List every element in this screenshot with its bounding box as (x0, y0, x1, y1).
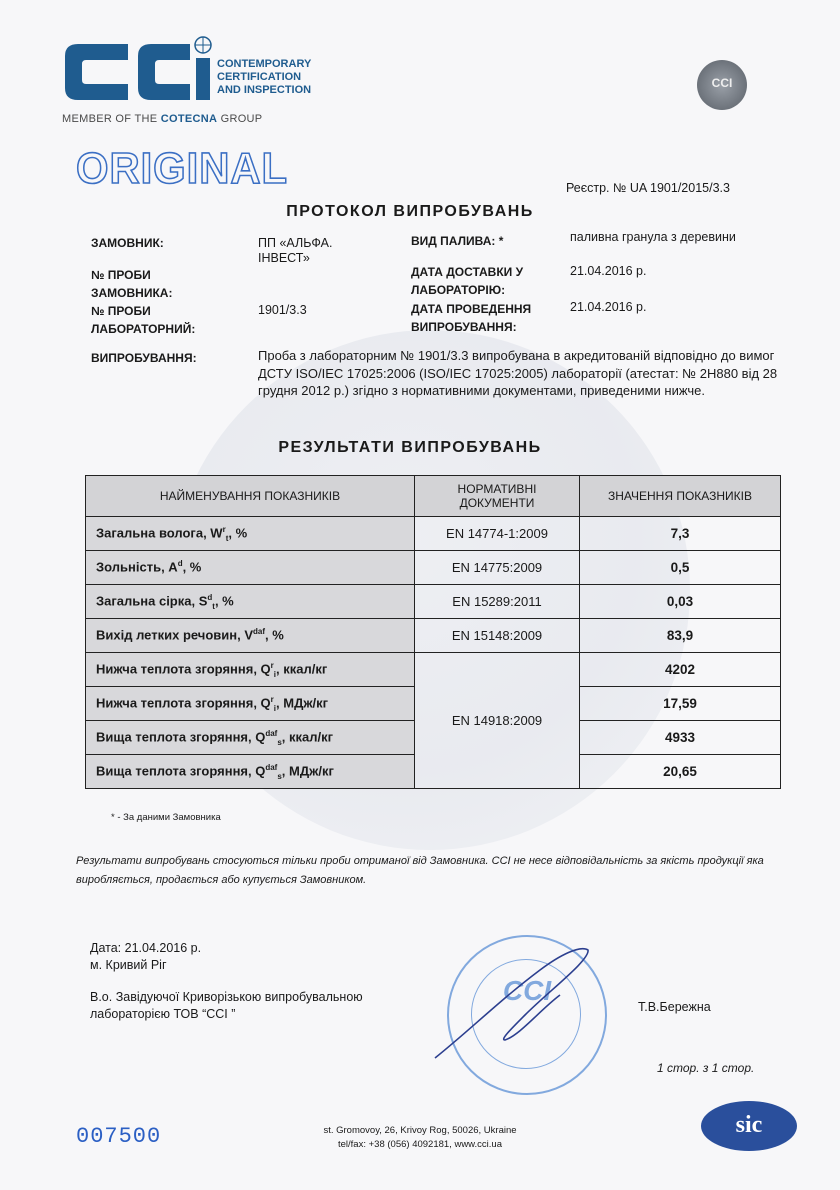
table-row (86, 653, 781, 687)
customer-value: ПП «АЛЬФА. ІНВЕСТ» (258, 236, 333, 265)
fuel-label: ВИД ПАЛИВА: * (411, 234, 504, 248)
normative-document: EN 14775:2009 (415, 551, 580, 585)
table-row (86, 619, 781, 653)
delivery-label: ДАТА ДОСТАВКИ У ЛАБОРАТОРІЮ: (411, 265, 524, 297)
signer-name: Т.В.Бережна (638, 1000, 711, 1014)
indicator-value: 17,59 (580, 687, 781, 721)
fuel-value: паливна гранула з деревини (570, 230, 736, 244)
indicator-name: Нижча теплота згоряння, $Q^r_i$, МДж/кг (86, 687, 415, 721)
date-block: Дата: 21.04.2016 р. м. Кривий Ріг (90, 941, 202, 972)
normative-document: EN 15289:2011 (415, 585, 580, 619)
protocol-title: ПРОТОКОЛ ВИПРОБУВАНЬ (286, 203, 534, 220)
sample-lab-value: 1901/3.3 (258, 303, 307, 317)
indicator-name: Нижча теплота згоряння, $Q^r_i$, ккал/кг (86, 653, 415, 687)
table-header-row (86, 476, 781, 517)
indicator-name: Загальна сірка, $S^d_t$, % (86, 585, 415, 619)
official-stamp: CCI (447, 935, 607, 1095)
member-of-cotecna: MEMBER OF THE COTECNA GROUP (62, 113, 263, 125)
signature-scribble (430, 940, 600, 1065)
table-row (86, 517, 781, 551)
customer-label: ЗАМОВНИК: (91, 236, 164, 250)
table-row (86, 585, 781, 619)
disclaimer: Результати випробувань стосуються тільки проби отриманої від Замовника. CCI не несе відповідальність за якість продукції яка виробляється, продається або купується Замовником. (76, 855, 764, 886)
normative-document: EN 14918:2009 (415, 653, 580, 789)
table-row (86, 551, 781, 585)
results-table (85, 475, 781, 789)
signatory-position: В.о. Завідуючої Криворізькою випробувальною лабораторією ТОВ “CCI ” (90, 990, 363, 1021)
original-stamp: ORIGINAL (76, 144, 288, 193)
registry-number: Реєстр. № UA 1901/2015/3.3 (566, 181, 730, 195)
footer-contacts: tel/fax: +38 (056) 4092181, www.cci.ua (338, 1139, 502, 1150)
test-date-label: ДАТА ПРОВЕДЕННЯ ВИПРОБУВАННЯ: (411, 302, 532, 334)
indicator-name: Загальна волога, $W^r_t$, % (86, 517, 415, 551)
test-date-value: 21.04.2016 р. (570, 300, 647, 314)
sample-lab-label: № ПРОБИ ЛАБОРАТОРНИЙ: (91, 304, 196, 336)
indicator-value: 0,5 (580, 551, 781, 585)
indicator-name: Зольність, $A^d$, % (86, 551, 415, 585)
indicator-value: 4202 (580, 653, 781, 687)
indicator-value: 83,9 (580, 619, 781, 653)
logo-text: CONTEMPORARY CERTIFICATION AND INSPECTION (217, 58, 312, 96)
indicator-name: Вихід летких речовин, $V^{daf}$, % (86, 619, 415, 653)
normative-document: EN 15148:2009 (415, 619, 580, 653)
serial-number: 007500 (76, 1124, 162, 1149)
col-value-header: ЗНАЧЕННЯ ПОКАЗНИКІВ (580, 476, 781, 517)
indicator-name: Вища теплота згоряння, $Q^{daf}_s$, ккал/кг (86, 721, 415, 755)
results-title: РЕЗУЛЬТАТИ ВИПРОБУВАНЬ (278, 439, 542, 456)
col-doc-header: НОРМАТИВНІ ДОКУМЕНТИ (415, 476, 580, 517)
testing-text: Проба з лабораторним № 1901/3.3 випробувана в акредитованій відповідно до вимог ДСТУ ISO/IEC 17025:2006 (ISO/IEC 17025:2005) лабораторії (атестат: № 2Н880 від 28 грудня 2012 р.) згідно з нормативними документами, приведеними нижче. (258, 348, 778, 398)
col-name-header: НАЙМЕНУВАННЯ ПОКАЗНИКІВ (86, 476, 415, 517)
hologram-seal: CCI (697, 60, 747, 110)
indicator-value: 20,65 (580, 755, 781, 789)
indicator-value: 0,03 (580, 585, 781, 619)
testing-label: ВИПРОБУВАННЯ: (91, 351, 197, 365)
indicator-value: 4933 (580, 721, 781, 755)
sample-customer-label: № ПРОБИ ЗАМОВНИКА: (91, 268, 173, 300)
normative-document: EN 14774-1:2009 (415, 517, 580, 551)
indicator-value: 7,3 (580, 517, 781, 551)
sic-logo: sic (701, 1101, 797, 1151)
indicator-name: Вища теплота згоряння, $Q^{daf}_s$, МДж/кг (86, 755, 415, 789)
delivery-value: 21.04.2016 р. (570, 264, 647, 278)
cci-logo (60, 36, 215, 106)
page-info: 1 стор. з 1 стор. (657, 1061, 755, 1075)
table-note: * - За даними Замовника (111, 812, 221, 823)
footer-address: st. Gromovoy, 26, Krivoy Rog, 50026, Ukraine (323, 1125, 517, 1136)
